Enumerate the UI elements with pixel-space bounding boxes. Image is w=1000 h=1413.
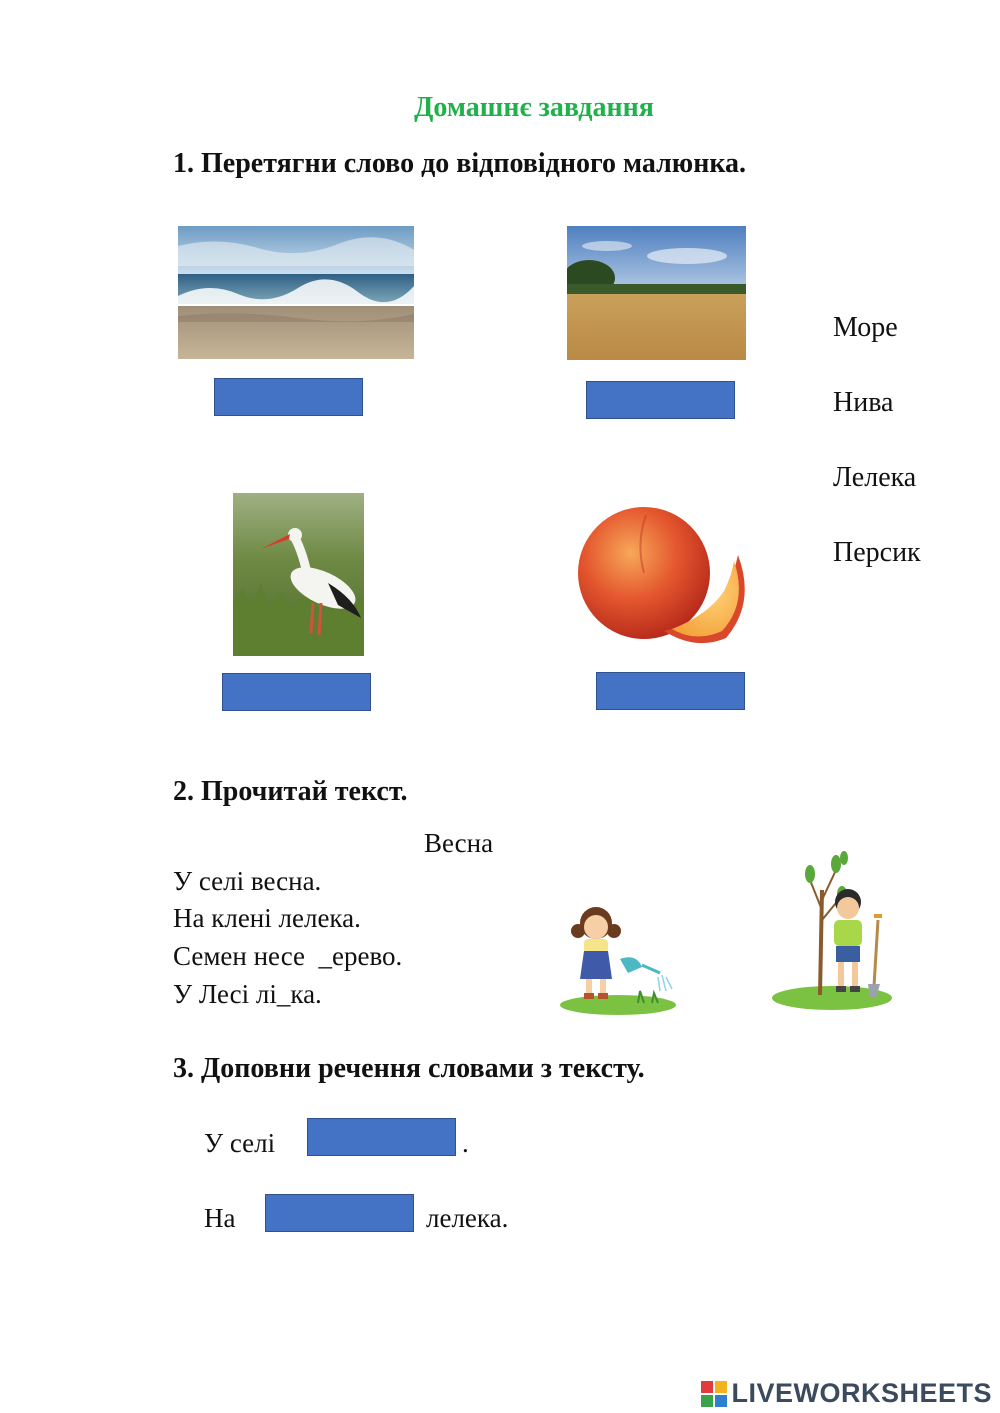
drop-box-field[interactable] [586,381,735,419]
word-nyva[interactable]: Нива [833,387,894,418]
answer-box-1[interactable] [307,1118,456,1156]
sentence2-start: На [204,1203,236,1233]
liveworksheets-logo [701,1378,992,1409]
text-line-4: У Лесі лі_ка. [173,979,322,1009]
sentence1-start: У селі [204,1128,276,1158]
liveworksheets-logo-text: LIVEWORKSHEETS [731,1378,992,1408]
drop-box-peach[interactable] [596,672,745,710]
task3-heading: 3. Доповни речення словами з тексту. [173,1053,645,1084]
word-leleka[interactable]: Лелека [833,462,917,493]
peach-photo [576,503,754,651]
text-title: Весна [424,828,494,858]
answer-box-2[interactable] [265,1194,414,1232]
drop-box-sea[interactable] [214,378,363,416]
boy-planting-illustration [770,850,895,1015]
drop-box-stork[interactable] [222,673,371,711]
word-persyk[interactable]: Персик [833,537,921,568]
text-line-2: На клені лелека. [173,903,361,933]
text-line-1: У селі весна. [173,866,322,896]
text-line-3: Семен несе _ерево. [173,941,403,971]
task2-heading: 2. Прочитай текст. [173,776,408,807]
sentence1-end: . [462,1128,469,1158]
word-more[interactable]: Море [833,312,898,343]
sentence2-end: лелека. [426,1203,509,1233]
page-title: Домашнє завдання [414,92,654,123]
field-photo [567,226,746,360]
sea-photo [178,226,414,359]
liveworksheets-logo-icon [701,1381,727,1407]
girl-watering-illustration [558,895,683,1020]
stork-photo [233,493,364,656]
task1-heading: 1. Перетягни слово до відповідного малюнка. [173,148,747,179]
